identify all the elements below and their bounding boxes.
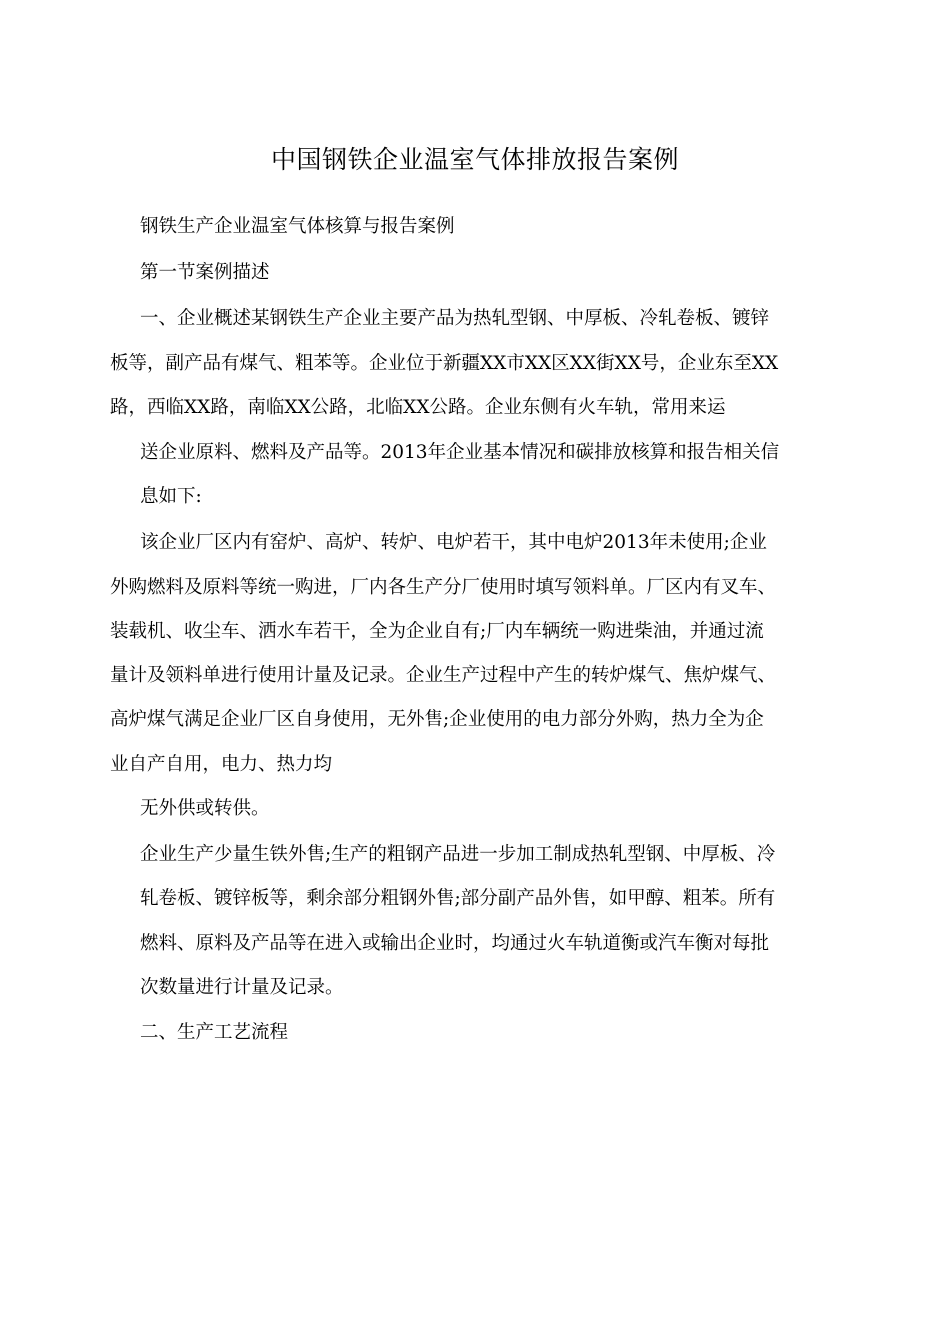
paragraph-line: 企业生产少量生铁外售;生产的粗钢产品进一步加工制成热轧型钢、中厚板、冷 xyxy=(140,844,776,865)
paragraph-line: 次数量进行计量及记录。 xyxy=(140,977,344,998)
paragraph-line: 一、企业概述某钢铁生产企业主要产品为热轧型钢、中厚板、冷轧卷板、镀锌 xyxy=(140,308,770,329)
paragraph-line: 息如下: xyxy=(140,486,202,507)
paragraph-line: 板等，副产品有煤气、粗苯等。企业位于新疆XX市XX区XX街XX号，企业东至XX xyxy=(110,353,779,374)
paragraph-line: 送企业原料、燃料及产品等。2013年企业基本情况和碳排放核算和报告相关信 xyxy=(140,442,780,463)
document-title: 中国钢铁企业温室气体排放报告案例 xyxy=(270,145,679,174)
paragraph-line: 无外供或转供。 xyxy=(140,798,270,819)
subtitle-line: 钢铁生产企业温室气体核算与报告案例 xyxy=(140,216,455,237)
paragraph-line: 路，西临XX路，南临XX公路，北临XX公路。企业东侧有火车轨，常用来运 xyxy=(110,397,726,418)
paragraph-line: 该企业厂区内有窑炉、高炉、转炉、电炉若干，其中电炉2013年未使用;企业 xyxy=(140,532,767,553)
paragraph-line: 装载机、收尘车、洒水车若干，全为企业自有;厂内车辆统一购进柴油，并通过流 xyxy=(110,621,764,642)
paragraph-line: 量计及领料单进行使用计量及记录。企业生产过程中产生的转炉煤气、焦炉煤气、 xyxy=(110,665,777,686)
paragraph-line: 轧卷板、镀锌板等，剩余部分粗钢外售;部分副产品外售，如甲醇、粗苯。所有 xyxy=(140,888,776,909)
paragraph-line: 燃料、原料及产品等在进入或输出企业时，均通过火车轨道衡或汽车衡对每批 xyxy=(140,933,770,954)
section-heading: 二、生产工艺流程 xyxy=(140,1022,289,1043)
paragraph-line: 业自产自用，电力、热力均 xyxy=(110,754,333,775)
section-heading: 第一节案例描述 xyxy=(140,262,270,283)
paragraph-line: 高炉煤气满足企业厂区自身使用，无外售;企业使用的电力部分外购，热力全为企 xyxy=(110,709,764,730)
paragraph-line: 外购燃料及原料等统一购进，厂内各生产分厂使用时填写领料单。厂区内有叉车、 xyxy=(110,577,777,598)
